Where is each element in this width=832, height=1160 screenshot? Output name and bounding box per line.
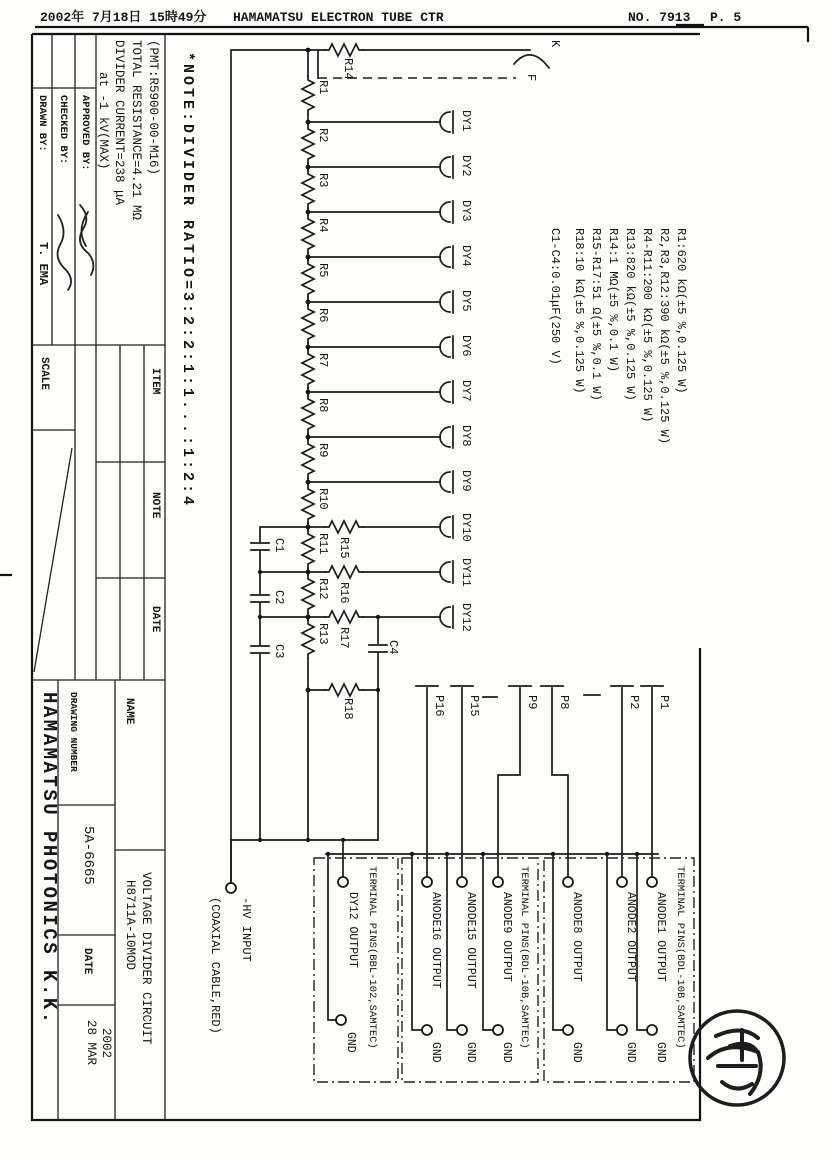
terminal-box-label-right: TERMINAL PINS(BDL-10B,SAMTEC) (674, 866, 686, 1049)
drawn-by-name: T. EMA (36, 242, 50, 286)
label-p15: P15 (467, 695, 481, 717)
drawing-number-value: 5A-6665 (80, 826, 96, 885)
output-anode16-gnd: GND (429, 1042, 442, 1063)
note-divider-current: DIVIDER CURRENT=238 μA (112, 40, 126, 206)
value-r18: R18:10 kΩ(±5 %,0.125 W) (572, 228, 586, 394)
label-r5: R5 (316, 263, 330, 278)
label-c1: C1 (272, 538, 286, 553)
cathode-label: K (548, 40, 562, 48)
output-anode16-label: ANODE16 OUTPUT (429, 892, 442, 989)
output-anode2-gnd: GND (624, 1042, 637, 1063)
value-r14: R14:1 MΩ(±5 %,0.1 W) (606, 228, 620, 373)
rev-col-note: NOTE (149, 492, 161, 519)
divider-ratio-note: *NOTE:DIVIDER RATIO=3:2:2:1:1...:1:2:4 (179, 52, 196, 509)
value-r15-r17: R15-R17:51 Ω(±5 %,0.1 W) (589, 228, 603, 401)
output-anode1-gnd: GND (654, 1042, 667, 1063)
label-r2: R2 (316, 128, 330, 143)
focus-label: F (524, 74, 538, 82)
value-r13: R13:820 kΩ(±5 %,0.125 W) (623, 228, 637, 401)
label-r3: R3 (316, 173, 330, 188)
drawing-number-label: DRAWING NUMBER (68, 692, 79, 772)
label-dy9: DY9 (459, 470, 473, 492)
fax-datetime: 2002年 7月18日 15時49分 (40, 10, 207, 25)
value-r2-r3-r12: R2,R3,R12:390 kΩ(±5 %,0.125 W) (657, 228, 671, 445)
label-r12: R12 (316, 578, 330, 600)
label-dy11: DY11 (459, 558, 473, 587)
company-name: HAMAMATSU PHOTONICS K.K. (38, 692, 60, 1026)
label-r18: R18 (341, 698, 355, 720)
label-dy4: DY4 (459, 245, 473, 267)
drawing-name-line1: VOLTAGE DIVIDER CIRCUIT (139, 872, 153, 1045)
scale-label: SCALE (38, 357, 50, 391)
rev-col-date: DATE (149, 606, 161, 633)
label-r13: R13 (316, 623, 330, 645)
checked-by-label: CHECKED BY: (57, 95, 69, 165)
label-r7: R7 (316, 353, 330, 368)
name-label: NAME (123, 698, 135, 725)
output-anode15-gnd: GND (464, 1042, 477, 1063)
fax-page: P. 5 (710, 10, 742, 25)
label-r16: R16 (337, 582, 351, 604)
value-c1-c4: C1-C4:0.01μF(250 V) (548, 228, 562, 365)
label-dy6: DY6 (459, 335, 473, 357)
output-dy12-label: DY12 OUTPUT (346, 892, 359, 968)
output-anode9-label: ANODE9 OUTPUT (500, 892, 513, 982)
hv-input-terminal (226, 883, 236, 893)
label-c4: C4 (386, 640, 400, 655)
approved-by-label: APPROVED BY: (79, 95, 91, 171)
output-anode9-gnd: GND (500, 1042, 513, 1063)
label-dy10: DY10 (459, 513, 473, 542)
rev-col-item: ITEM (149, 368, 161, 395)
label-r4: R4 (316, 218, 330, 233)
note-divider-current-cont: at -1 kV(MAX) (96, 72, 110, 170)
label-r6: R6 (316, 308, 330, 323)
date-value-line2: 2002 (99, 1028, 113, 1059)
label-dy5: DY5 (459, 290, 473, 312)
output-anode8-label: ANODE8 OUTPUT (570, 892, 583, 982)
output-anode2-label: ANODE2 OUTPUT (624, 892, 637, 982)
date-value-line1: 28 MAR (84, 1020, 98, 1066)
hv-cable-label: (COAXIAL CABLE,RED) (208, 897, 222, 1034)
output-anode1-label: ANODE1 OUTPUT (654, 892, 667, 982)
label-p2: P2 (627, 695, 641, 710)
label-r11: R11 (316, 533, 330, 555)
hv-input-label: -HV INPUT (239, 897, 253, 962)
label-c2: C2 (272, 590, 286, 605)
label-r8: R8 (316, 398, 330, 413)
fax-page-number: NO. 7913 (628, 10, 691, 25)
label-c3: C3 (272, 644, 286, 659)
label-r9: R9 (316, 443, 330, 458)
label-dy2: DY2 (459, 155, 473, 177)
label-p8: P8 (557, 695, 571, 710)
note-pmt-type: (PMT:R5900-00-M16) (146, 40, 160, 176)
terminal-box-label-dy12: TERMINAL PINS(BBL-102,SAMTEC) (366, 866, 378, 1049)
terminal-box-label-mid: TERMINAL PINS(BDL-10B,SAMTEC) (518, 866, 530, 1049)
output-anode15-label: ANODE15 OUTPUT (464, 892, 477, 989)
output-dy12-gnd: GND (344, 1032, 357, 1053)
value-r4-r11: R4-R11:200 kΩ(±5 %,0.125 W) (640, 228, 654, 423)
label-r10: R10 (316, 488, 330, 510)
label-r14: R14 (341, 58, 355, 80)
drawing-name-line2: H8711A-10MOD (123, 880, 137, 971)
label-p1: P1 (657, 695, 671, 710)
label-r1: R1 (316, 80, 330, 95)
label-dy12: DY12 (459, 603, 473, 632)
fax-sender: HAMAMATSU ELECTRON TUBE CTR (233, 10, 444, 25)
label-p9: P9 (525, 695, 539, 710)
drawn-by-label: DRAWN BY: (36, 95, 48, 152)
label-dy8: DY8 (459, 425, 473, 447)
label-dy1: DY1 (459, 110, 473, 132)
date-label: DATE (81, 948, 93, 975)
output-anode8-gnd: GND (570, 1042, 583, 1063)
note-total-resistance: TOTAL RESISTANCE=4.21 MΩ (129, 40, 143, 221)
label-dy3: DY3 (459, 200, 473, 222)
label-p16: P16 (432, 695, 446, 717)
value-r1: R1:620 kΩ(±5 %,0.125 W) (674, 228, 688, 394)
label-r15: R15 (337, 537, 351, 559)
label-dy7: DY7 (459, 380, 473, 402)
label-r17: R17 (337, 627, 351, 649)
